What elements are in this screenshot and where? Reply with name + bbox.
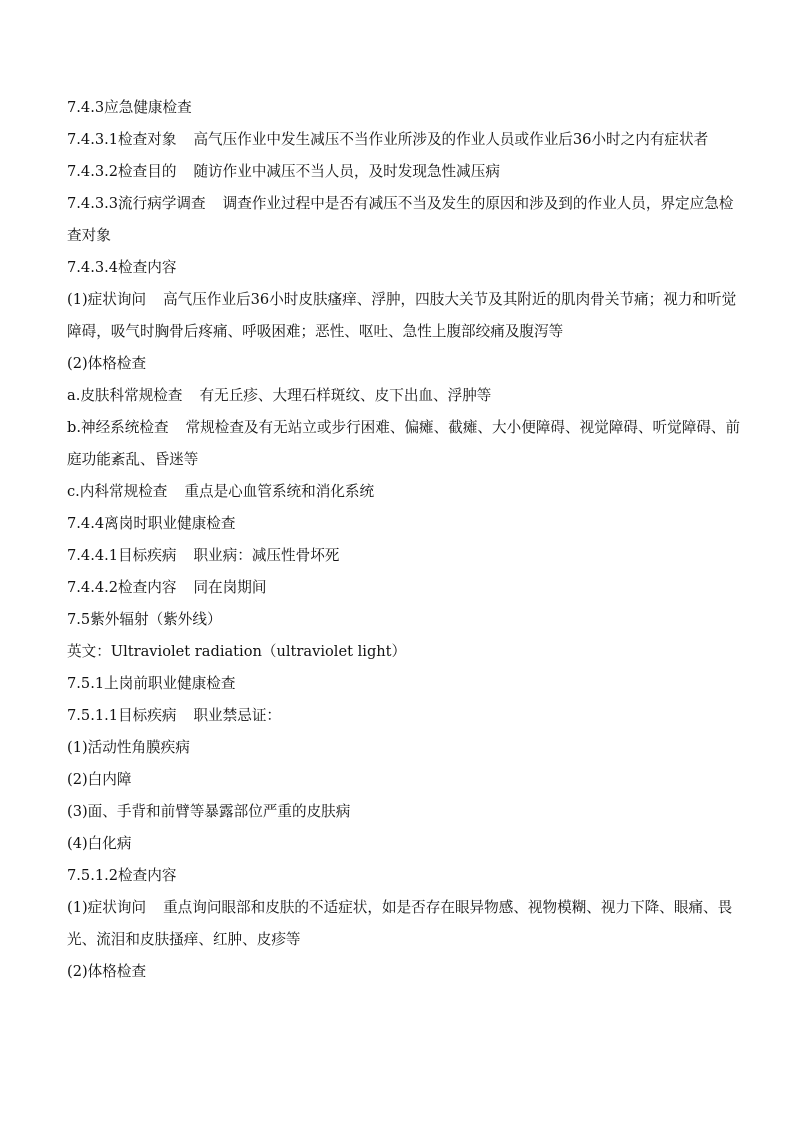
line-label: 7.4.4.2检查内容 [67, 579, 177, 596]
line-label: (3)面、手背和前臂等暴露部位严重的皮肤病 [67, 803, 351, 820]
item-7-4-4-2 [67, 572, 743, 604]
line-text: 随访作业中减压不当人员，及时发现急性减压病 [193, 163, 500, 180]
item-internal-medicine-exam [67, 476, 743, 508]
item-7-4-3-3 [67, 188, 743, 252]
document-page [67, 92, 743, 988]
line-label: (2)体格检查 [67, 963, 147, 980]
line-text: 职业禁忌证： [193, 707, 282, 724]
english-name [67, 636, 743, 668]
line-label: (1)活动性角膜疾病 [67, 739, 190, 756]
line-label: (2)白内障 [67, 771, 132, 788]
item-7-4-3-2 [67, 156, 743, 188]
line-label: 7.4.3.4检查内容 [67, 259, 177, 276]
heading-7-5 [67, 604, 743, 636]
line-text: 有无丘疹、大理石样斑纹、皮下出血、浮肿等 [199, 387, 492, 404]
contraindication-1 [67, 732, 743, 764]
heading-7-4-3 [67, 92, 743, 124]
line-label: 7.4.3.1检查对象 [67, 131, 177, 148]
line-text: 高气压作业中发生减压不当作业所涉及的作业人员或作业后36小时之内有症状者 [193, 131, 709, 148]
line-text: 常规检查及有无站立或步行困难、偏瘫、截瘫、大小便障碍、视觉障碍、听觉障碍、前庭功能紊乱、昏迷等 [67, 419, 741, 468]
line-label: 7.4.3.2检查目的 [67, 163, 177, 180]
item-symptom-inquiry [67, 284, 743, 348]
item-physical-exam [67, 348, 743, 380]
line-label: (1)症状询问 [67, 899, 147, 916]
heading-7-4-4 [67, 508, 743, 540]
heading-7-4-3-4 [67, 252, 743, 284]
item-7-4-3-1 [67, 124, 743, 156]
item-7-4-4-1 [67, 540, 743, 572]
line-label: 7.5.1.1目标疾病 [67, 707, 177, 724]
line-text: 同在岗期间 [193, 579, 267, 596]
line-label: 7.5紫外辐射（紫外线） [67, 611, 222, 628]
line-label: (2)体格检查 [67, 355, 147, 372]
item-7-5-1-1 [67, 700, 743, 732]
heading-7-5-1 [67, 668, 743, 700]
line-label: 7.4.4.1目标疾病 [67, 547, 177, 564]
item-physical-exam-uv [67, 956, 743, 988]
line-label: 7.5.1上岗前职业健康检查 [67, 675, 236, 692]
item-dermatology-exam [67, 380, 743, 412]
line-text: 调查作业过程中是否有减压不当及发生的原因和涉及到的作业人员，界定应急检查对象 [67, 195, 734, 244]
line-label: 7.5.1.2检查内容 [67, 867, 177, 884]
contraindication-3 [67, 796, 743, 828]
line-label: 英文：Ultraviolet radiation（ultraviolet light） [67, 643, 407, 660]
heading-7-5-1-2 [67, 860, 743, 892]
line-label: 7.4.3应急健康检查 [67, 99, 192, 116]
line-label: (1)症状询问 [67, 291, 147, 308]
line-text: 重点是心血管系统和消化系统 [184, 483, 375, 500]
line-label: (4)白化病 [67, 835, 132, 852]
line-label: c.内科常规检查 [67, 483, 168, 500]
item-neurology-exam [67, 412, 743, 476]
line-label: a.皮肤科常规检查 [67, 387, 183, 404]
item-symptom-inquiry-uv [67, 892, 743, 956]
line-label: b.神经系统检查 [67, 419, 169, 436]
line-label: 7.4.4离岗时职业健康检查 [67, 515, 236, 532]
line-text: 高气压作业后36小时皮肤瘙痒、浮肿，四肢大关节及其附近的肌肉骨关节痛；视力和听觉障碍，吸气时胸骨后疼痛、呼吸困难；恶性、呕吐、急性上腹部绞痛及腹泻等 [67, 291, 737, 340]
line-label: 7.4.3.3流行病学调查 [67, 195, 206, 212]
line-text: 职业病：减压性骨坏死 [193, 547, 340, 564]
contraindication-4 [67, 828, 743, 860]
line-text: 重点询问眼部和皮肤的不适症状，如是否存在眼异物感、视物模糊、视力下降、眼痛、畏光、流泪和皮肤搔痒、红肿、皮疹等 [67, 899, 733, 948]
contraindication-2 [67, 764, 743, 796]
